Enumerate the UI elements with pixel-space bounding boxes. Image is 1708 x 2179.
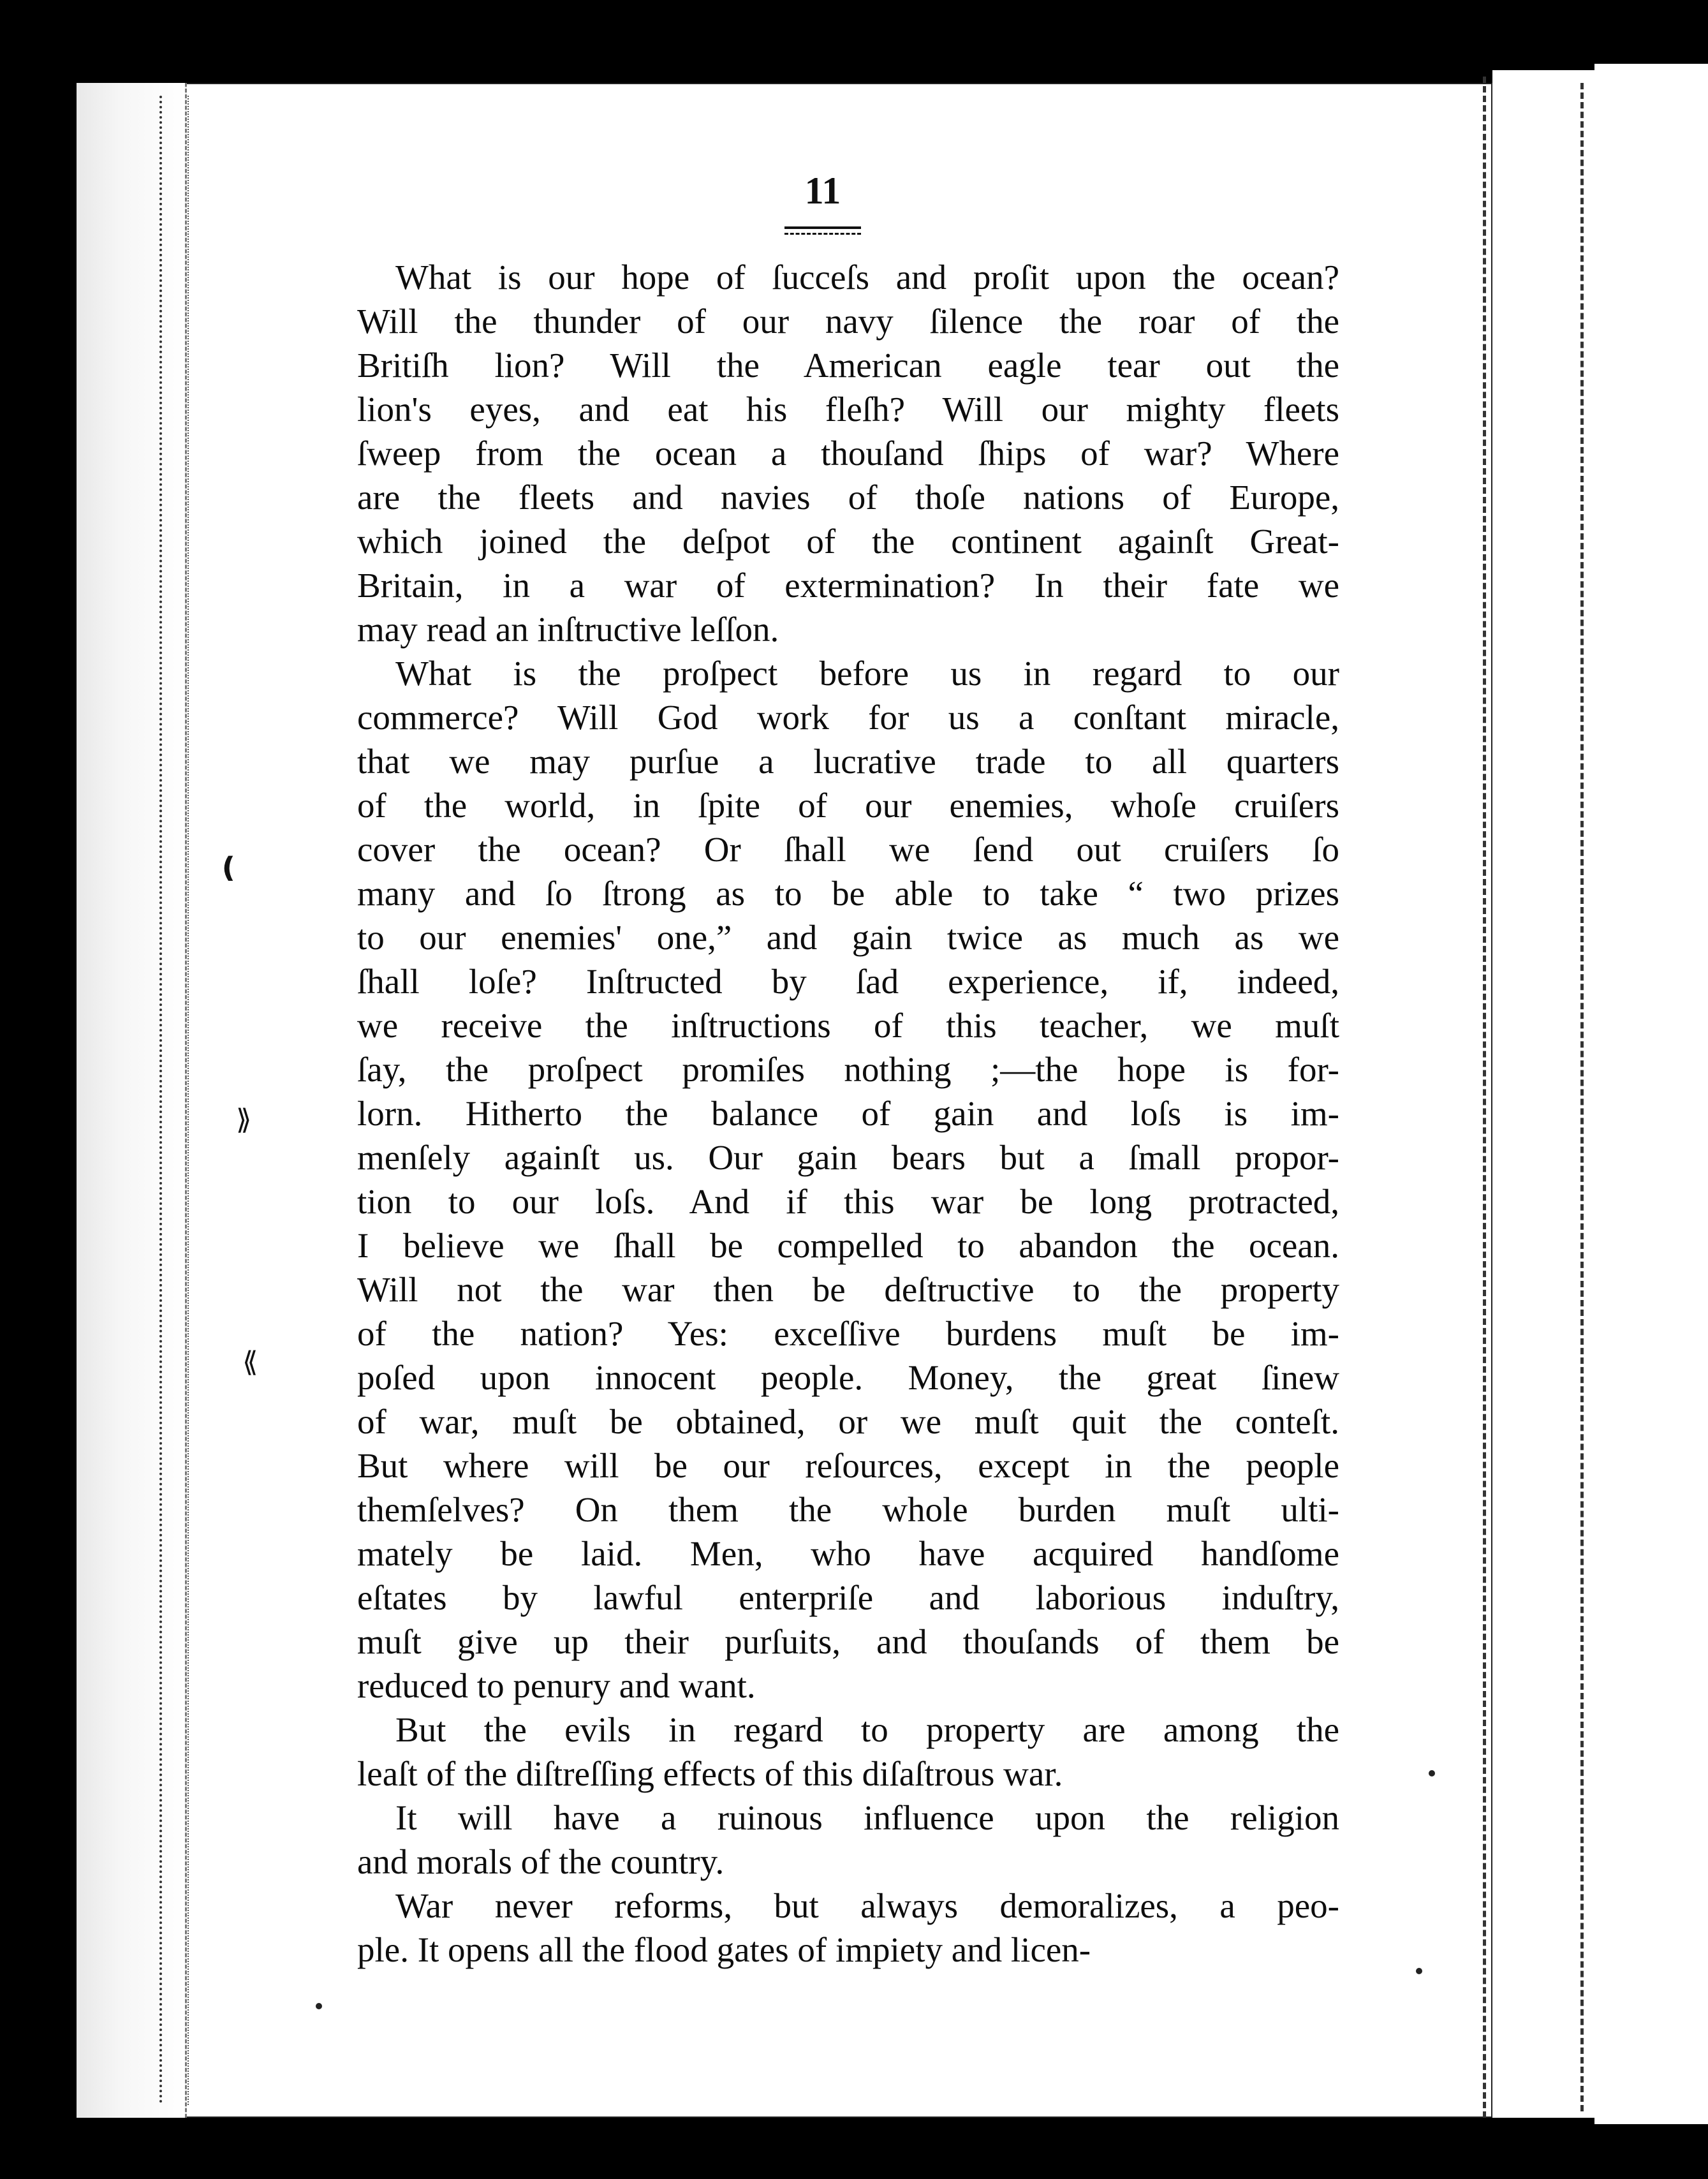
ink-speck: [316, 2003, 322, 2009]
body-text: [357, 255, 1339, 1972]
text-line: leaſt of the diſtreſſing effects of this diſaſtrous war.: [357, 1754, 1063, 1793]
margin-mark: ❪: [217, 852, 240, 883]
text-line: may read an inſtructive leſſon.: [357, 610, 779, 649]
text-line: Will not the war then be deſtructive to the property: [357, 1270, 1339, 1309]
text-line: poſed upon innocent people. Money, the great ſinew: [357, 1358, 1339, 1397]
text-line: But the evils in regard to property are among the: [395, 1710, 1339, 1749]
margin-mark: ⟪: [242, 1347, 258, 1378]
ink-speck: [1429, 1770, 1435, 1776]
margin-mark: ⟫: [236, 1104, 252, 1135]
text-line: which joined the deſpot of the continent againſt Great-: [357, 522, 1339, 561]
text-line: reduced to penury and want.: [357, 1666, 756, 1705]
text-line: of war, muſt be obtained, or we muſt quit the conteſt.: [357, 1402, 1339, 1441]
text-line: lorn. Hitherto the balance of gain and loſs is im-: [357, 1094, 1339, 1133]
paragraph: [357, 1884, 1339, 1972]
text-line: Britain, in a war of extermination? In their fate we: [357, 566, 1339, 605]
text-line: ple. It opens all the flood gates of impiety and licen-: [357, 1930, 1091, 1969]
text-line: muſt give up their purſuits, and thouſands of them be: [357, 1622, 1339, 1661]
text-line: to our enemies' one,” and gain twice as much as we: [357, 918, 1339, 957]
binding-edge: [159, 96, 189, 2105]
text-line: menſely againſt us. Our gain bears but a ſmall propor-: [357, 1138, 1339, 1177]
text-line: Britiſh lion? Will the American eagle tear out the: [357, 346, 1339, 385]
text-line: Will the thunder of our navy ſilence the roar of the: [357, 302, 1339, 341]
text-line: I believe we ſhall be compelled to abandon the ocean.: [357, 1226, 1339, 1265]
adjacent-page-edge: [1594, 64, 1708, 2124]
text-line: and morals of the country.: [357, 1842, 725, 1881]
text-line: It will have a ruinous influence upon the religion: [395, 1798, 1339, 1837]
page-edge-line: [1580, 83, 1586, 2111]
page-fold-line: [1483, 77, 1488, 2118]
paragraph: [357, 651, 1339, 1708]
text-line: eſtates by lawful enterpriſe and laborious induſtry,: [357, 1578, 1339, 1617]
text-line: tion to our loſs. And if this war be long protracted,: [357, 1182, 1339, 1221]
right-page-margin: [1492, 70, 1594, 2118]
text-line: But where will be our reſources, except in the people: [357, 1446, 1339, 1485]
text-line: that we may purſue a lucrative trade to all quarters: [357, 742, 1339, 781]
header-rule: [784, 226, 861, 235]
text-line: ſay, the proſpect promiſes nothing ;—the hope is for-: [357, 1050, 1339, 1089]
text-line: themſelves? On them the whole burden muſt ulti-: [357, 1490, 1339, 1529]
text-line: ſhall loſe? Inſtructed by ſad experience, if, indeed,: [357, 962, 1339, 1001]
text-line: What is the proſpect before us in regard to our: [395, 654, 1339, 693]
text-line: of the nation? Yes: exceſſive burdens muſt be im-: [357, 1314, 1339, 1353]
text-line: of the world, in ſpite of our enemies, whoſe cruiſers: [357, 786, 1339, 825]
text-line: we receive the inſtructions of this teacher, we muſt: [357, 1006, 1339, 1045]
page-number: 11: [804, 170, 841, 212]
text-line: What is our hope of ſucceſs and proſit upon the ocean?: [395, 258, 1339, 297]
ink-speck: [1416, 1968, 1422, 1974]
text-line: ſweep from the ocean a thouſand ſhips of war? Where: [357, 434, 1339, 473]
paragraph: [357, 1708, 1339, 1796]
text-line: lion's eyes, and eat his fleſh? Will our mighty fleets: [357, 390, 1339, 429]
text-line: mately be laid. Men, who have acquired handſome: [357, 1534, 1339, 1573]
paragraph: [357, 255, 1339, 651]
text-line: cover the ocean? Or ſhall we ſend out cruiſers ſo: [357, 830, 1339, 869]
paragraph: [357, 1796, 1339, 1884]
text-line: many and ſo ſtrong as to be able to take “ two prizes: [357, 874, 1339, 913]
text-line: commerce? Will God work for us a conſtant miracle,: [357, 698, 1339, 737]
text-line: are the fleets and navies of thoſe nations of Europe,: [357, 478, 1339, 517]
text-line: War never reforms, but always demoralizes, a peo-: [395, 1886, 1339, 1925]
